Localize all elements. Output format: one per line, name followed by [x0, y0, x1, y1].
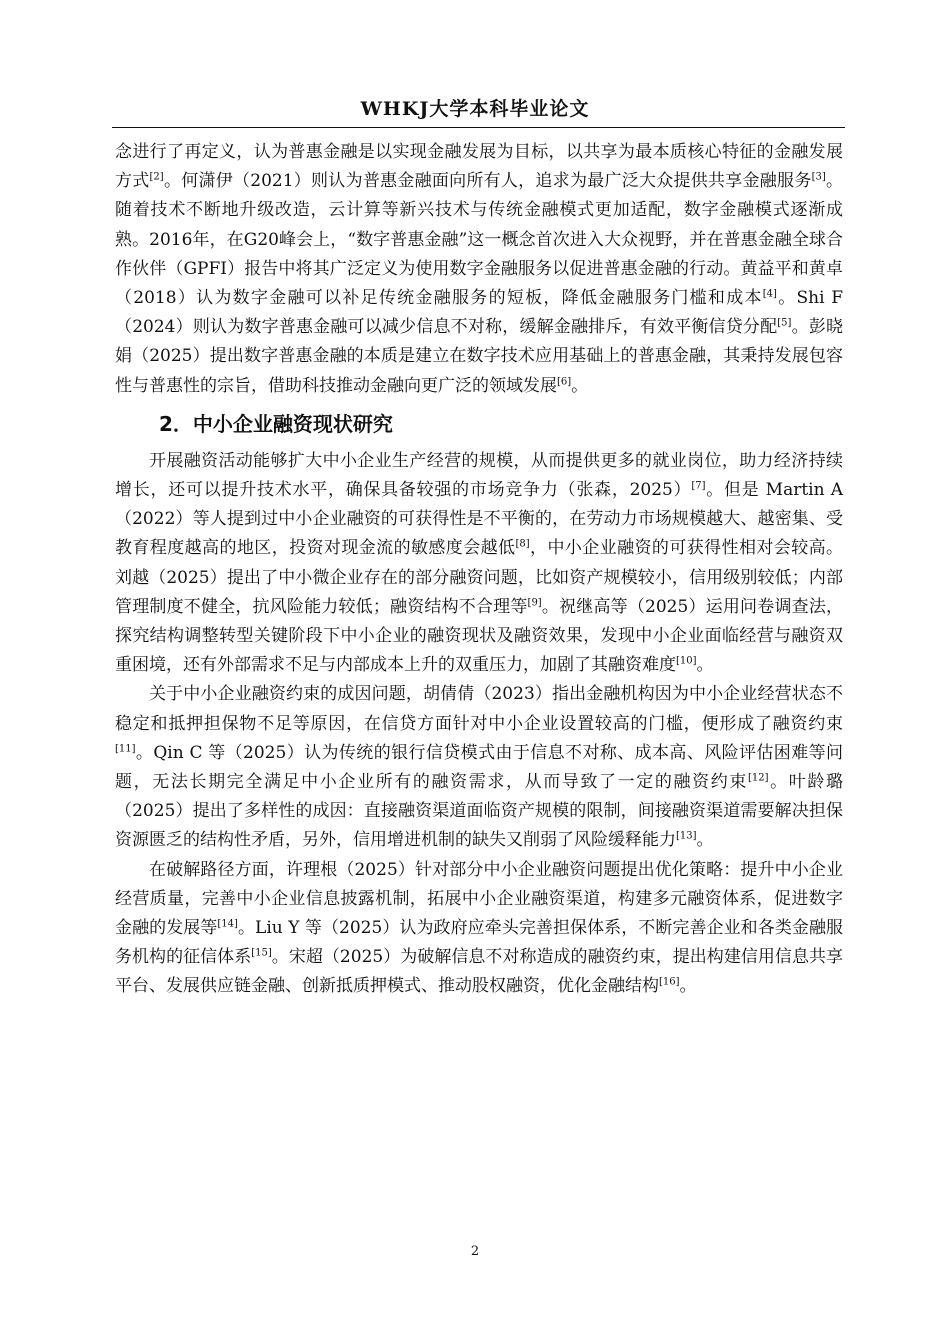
paragraph-text: 关于中小企业融资约束的成因问题，胡倩倩（2023）指出金融机构因为中小企业经营状态不稳定和抵押担保物不足等原因，在信贷方面针对中小企业设置较高的门槛，便形成了融资约束 — [115, 684, 843, 734]
citation-marker: [9] — [527, 597, 542, 609]
citation-marker: [16] — [659, 976, 680, 988]
paragraph-text: 。 — [696, 655, 714, 676]
citation-marker: [4] — [762, 288, 777, 300]
paragraph-text: 。叶龄璐（2025）提出了多样性的成因：直接融资渠道面临资产规模的限制，间接融资渠道需要解决担保资源匮乏的结构性矛盾，另外，信用增进机制的缺失又削弱了风险缓释能力 — [115, 772, 844, 851]
paragraph — [115, 447, 843, 681]
paragraph-text: 开展融资活动能够扩大中小企业生产经营的规模，从而提供更多的就业岗位，助力经济持续增长，还可以提升技术水平，确保具备较强的市场竞争力（张森，2025） — [115, 450, 843, 501]
paragraph-text: 。 — [571, 375, 589, 396]
citation-marker: [8] — [515, 538, 530, 550]
paragraph-text: 。 — [679, 976, 697, 997]
section-heading: 2．中小企业融资现状研究 — [159, 411, 393, 436]
citation-marker: [11] — [115, 743, 136, 755]
intro-paragraphs — [115, 138, 843, 401]
paragraph-text: 。何潇伊（2021）则认为普惠金融面向所有人，追求为最广泛大众提供共享金融服务 — [163, 171, 812, 192]
citation-marker: [7] — [691, 480, 706, 492]
page-number: 2 — [470, 1244, 480, 1259]
citation-marker: [3] — [811, 171, 826, 183]
paragraph-text: 念进行了再定义，认为普惠金融是以实现金融发展为目标，以共享为最本质核心特征的金融发展方式 — [115, 142, 843, 192]
paragraph — [115, 680, 843, 855]
section-paragraphs — [115, 447, 843, 1002]
paragraph — [115, 138, 843, 401]
paragraph-text: 。彭晓娟（2025）提出数字普惠金融的本质是建立在数字技术应用基础上的普惠金融，其秉持发展包容性与普惠性的宗旨，借助科技推动金融向更广泛的领域发展 — [115, 317, 844, 396]
paragraph — [115, 856, 843, 1002]
citation-marker: [13] — [676, 830, 697, 842]
paragraph-text: 。祝继高等（2025）运用问卷调查法，探究结构调整转型关键阶段下中小企业的融资现状及融资效果，发现中小企业面临经营与融资双重困境，还有外部需求不足与内部成本上升的双重压力，加剧了其融资难度 — [115, 596, 844, 676]
paragraph-text: 。Liu Y 等（2025）认为政府应牵头完善担保体系，不断完善企业和各类金融服务机构的征信体系 — [115, 918, 844, 968]
header-divider — [112, 127, 845, 128]
citation-marker: [2] — [149, 171, 164, 183]
paragraph-text: 。随着技术不断地升级改造，云计算等新兴技术与传统金融模式更加适配，数字金融模式逐渐成熟。2016年，在G20峰会上，“数字普惠金融”这一概念首次进入大众视野，并在普惠金融全球合作伙伴（GPFI）报告中将其广泛定义为使用数字金融服务以促进普惠金融的行动。黄益平和黄卓（2018）认为数字金融可以补足传统金融服务的短板，降低金融服务门槛和成本 — [115, 171, 844, 309]
paragraph-text: 。 — [696, 830, 714, 851]
citation-marker: [10] — [676, 655, 697, 667]
paragraph-text: 。宋超（2025）为破解信息不对称造成的融资约束，提出构建信用信息共享平台、发展供应链金融、创新抵质押模式、推动股权融资，优化金融结构 — [115, 947, 844, 997]
citation-marker: [14] — [217, 918, 238, 930]
paragraph-text: 。Qin C 等（2025）认为传统的银行信贷模式由于信息不对称、成本高、风险评估困难等问题，无法长期完全满足中小企业所有的融资需求，从而导致了一定的融资约束 — [115, 742, 843, 793]
citation-marker: [15] — [251, 947, 272, 959]
document-body — [115, 138, 843, 1002]
paragraph-text: 。但是 Martin A （2022）等人提到过中小企业融资的可获得性是不平衡的，在劳动力市场规模越大、越密集、受教育程度越高的地区，投资对现金流的敏感度会越低 — [115, 480, 843, 559]
paragraph-text: ，中小企业融资的可获得性相对会较高。刘越（2025）提出了中小微企业存在的部分融资问题，比如资产规模较小，信用级别较低；内部管理制度不健全，抗风险能力较低；融资结构不合理等 — [115, 538, 844, 617]
citation-marker: [6] — [557, 375, 572, 387]
paragraph-text: 在破解路径方面，许理根（2025）针对部分中小企业融资问题提出优化策略：提升中小企业经营质量，完善中小企业信息披露机制，拓展中小企业融资渠道，构建多元融资体系，促进数字金融的发展等 — [115, 859, 843, 939]
page-header-title: WHKJ大学本科毕业论文 — [360, 98, 590, 120]
citation-marker: [12] — [748, 772, 769, 784]
citation-marker: [5] — [777, 317, 792, 329]
paragraph-text: 。Shi F （2024）则认为数字普惠金融可以减少信息不对称，缓解金融排斥，有效平衡信贷分配 — [115, 288, 844, 338]
